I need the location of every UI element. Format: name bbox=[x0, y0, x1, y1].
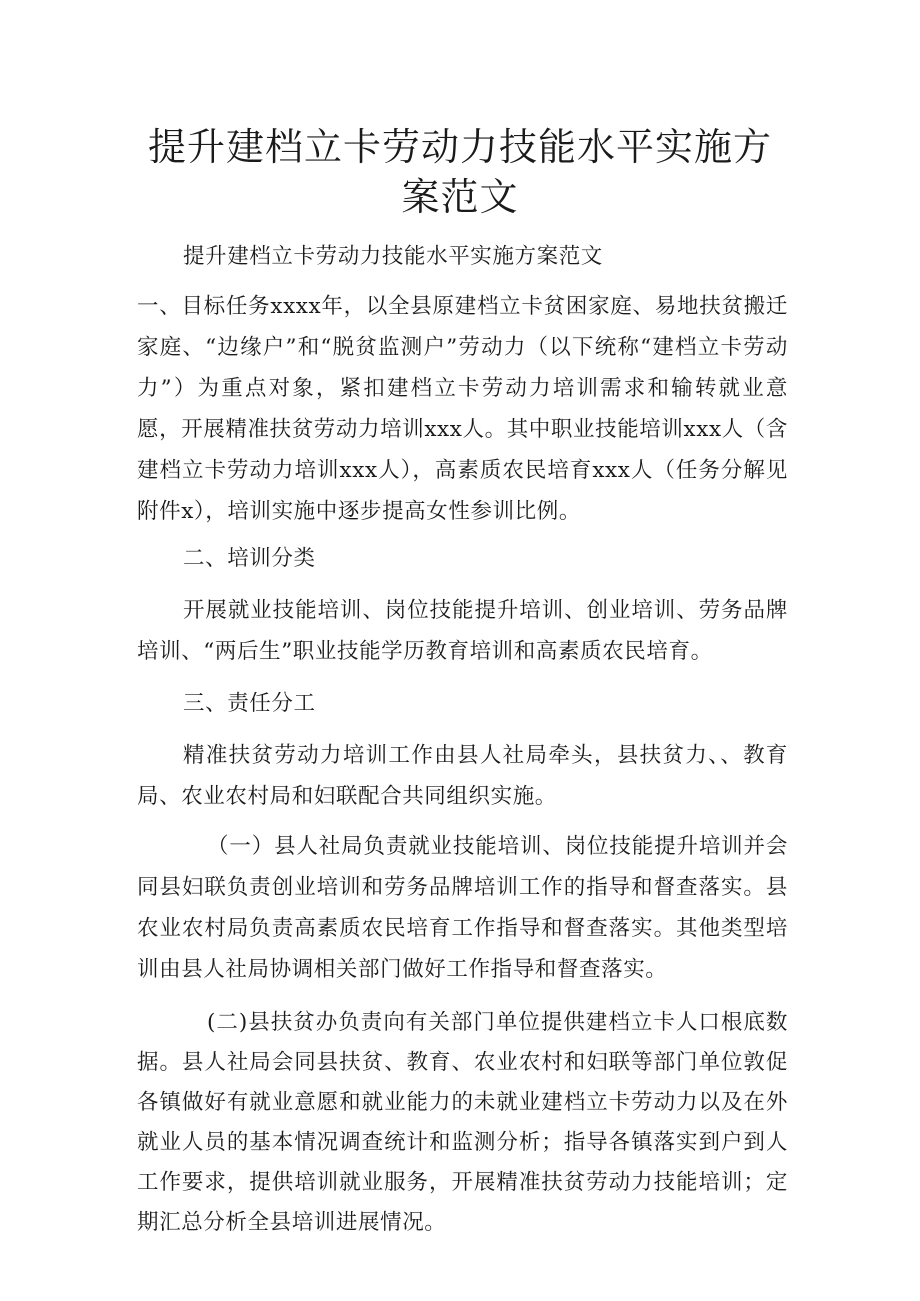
document-title: 提升建档立卡劳动力技能水平实施方案范文 bbox=[147, 125, 772, 219]
item-1-hrss-bureau: （一）县人社局负责就业技能培训、岗位技能提升培训并会同县妇联负责创业培训和劳务品牌培训工作的指导和督查落实。县农业农村局负责高素质农民培育工作指导和督查落实。其他类型培训由县人社局协调相关部门做好工作指导和督查落实。 bbox=[137, 834, 788, 982]
section-2-training-categories: 开展就业技能培训、岗位技能提升培训、创业培训、劳务品牌培训、“两后生”职业技能学历教育培训和高素质农民培育。 bbox=[137, 598, 788, 664]
document-subtitle: 提升建档立卡劳动力技能水平实施方案范文 bbox=[183, 244, 603, 269]
section-3-responsibility: 精准扶贫劳动力培训工作由县人社局牵头，县扶贫力、、教育局、农业农村局和妇联配合共同组织实施。 bbox=[137, 743, 788, 809]
heading-responsibility: 三、责任分工 bbox=[183, 691, 316, 716]
item-2-poverty-office: (二)县扶贫办负责向有关部门单位提供建档立卡人口根底数据。县人社局会同县扶贫、教育、农业农村和妇联等部门单位敦促各镇做好有就业意愿和就业能力的未就业建档立卡劳动力以及在外就业人员的基本情况调查统计和监测分析；指导各镇落实到户到人工作要求，提供培训就业服务，开展精准扶贫劳动力技能培训；定期汇总分析全县培训进展情况。 bbox=[137, 1010, 788, 1235]
heading-training-categories: 二、培训分类 bbox=[183, 546, 316, 571]
section-1-goals: 一、目标任务xxxx年，以全县原建档立卡贫困家庭、易地扶贫搬迁家庭、“边缘户”和“脱贫监测户”劳动力（以下统称“建档立卡劳动力”）为重点对象，紧扣建档立卡劳动力培训需求和输转就业意愿，开展精准扶贫劳动力培训xxx人。其中职业技能培训xxx人（含建档立卡劳动力培训xxx人），高素质农民培育xxx人（任务分解见附件x），培训实施中逐步提高女性参训比例。 bbox=[137, 294, 788, 524]
